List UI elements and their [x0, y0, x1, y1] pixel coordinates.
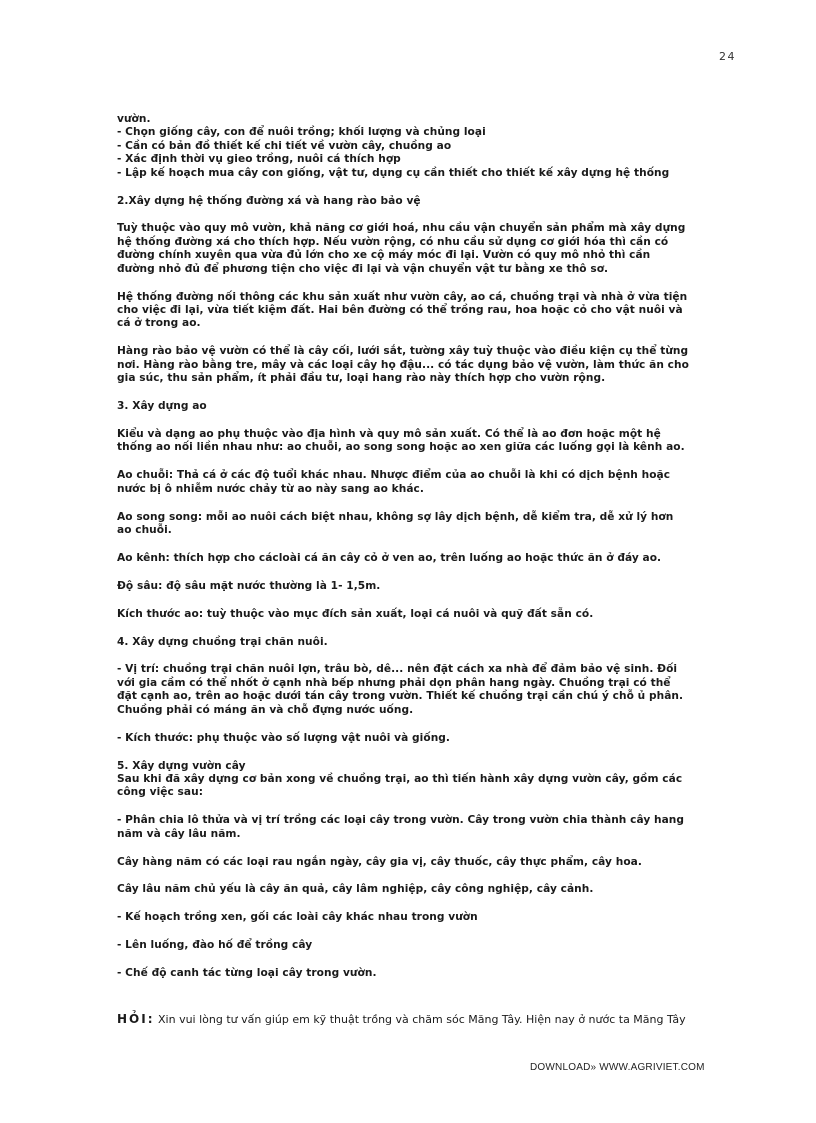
- paragraph: [117, 939, 747, 952]
- text-line: vườn.: [117, 113, 151, 125]
- text-line: thống ao nối liền nhau như: ao chuỗi, ao song song hoặc ao xen giữa các luống gọi là kênh ao.: [117, 441, 685, 454]
- paragraph: [117, 222, 747, 276]
- text-line: Sau khi đã xây dựng cơ bản xong về chuồng trại, ao thì tiến hành xây dựng vườn cây, gồm các: [117, 772, 683, 785]
- text-line: - Chế độ canh tác từng loại cây trong vườn.: [117, 967, 377, 980]
- paragraph: [117, 469, 747, 496]
- paragraph: [117, 580, 747, 593]
- text-line: Kích thước ao: tuỳ thuộc vào mục đích sản xuất, loại cá nuôi và quỹ đất sẵn có.: [117, 607, 594, 620]
- text-line: Hệ thống đường nối thông các khu sản xuất như vườn cây, ao cá, chuồng trại và nhà ở vừa tiện: [117, 290, 688, 303]
- text-line: với gia cầm có thể nhốt ở cạnh nhà bếp nhưng phải dọn phân hang ngày. Chuồng trại có thể: [117, 676, 671, 689]
- paragraph: [117, 608, 747, 621]
- text-line: hệ thống đường xá cho thích hợp. Nếu vườn rộng, có nhu cầu sử dụng cơ giới hóa thì cần có: [117, 235, 669, 248]
- text-line: - Lập kế hoạch mua cây con giống, vật tư, dụng cụ cần thiết cho thiết kế xây dựng hệ thống: [117, 166, 670, 179]
- text-line: gia súc, thu sản phẩm, ít phải đầu tư, loại hang rào này thích hợp cho vườn rộng.: [117, 372, 606, 385]
- text-line: nơi. Hàng rào bằng tre, mây và các loại cây họ đậu... có tác dụng bảo vệ vườn, làm thức ăn cho: [117, 358, 689, 371]
- text-line: Cây hàng năm có các loại rau ngắn ngày, cây gia vị, cây thuốc, cây thực phẩm, cây hoa.: [117, 855, 642, 868]
- text-line: - Kế hoạch trồng xen, gối các loài cây khác nhau trong vườn: [117, 911, 478, 924]
- text-line: Cây lâu năm chủ yếu là cây ăn quả, cây lâm nghiệp, cây công nghiệp, cây cảnh.: [117, 883, 594, 896]
- text-line: đường nhỏ đủ để phương tiện cho việc đi lại và vận chuyển vật tư bằng xe thô sơ.: [117, 262, 609, 275]
- text-line: - Xác định thời vụ gieo trồng, nuôi cá thích hợp: [117, 153, 401, 166]
- text-line: - Kích thước: phụ thuộc vào số lượng vật nuôi và giống.: [117, 731, 450, 744]
- text-line: nước bị ô nhiễm nước chảy từ ao này sang ao khác.: [117, 482, 424, 495]
- text-line: - Lên luống, đào hố để trồng cây: [117, 939, 313, 952]
- question-label: HỎI:: [117, 1012, 155, 1026]
- text-line: - Phân chia lô thửa và vị trí trồng các loại cây trong vườn. Cây trong vườn chia thành cây hang: [117, 814, 685, 827]
- text-line: Ao song song: mỗi ao nuôi cách biệt nhau, không sợ lây dịch bệnh, dễ kiểm tra, dễ xử lý hơn: [117, 510, 674, 523]
- text-line: - Cần có bản đồ thiết kế chi tiết về vườn cây, chuồng ao: [117, 139, 452, 152]
- text-line: Tuỳ thuộc vào quy mô vườn, khả năng cơ giới hoá, nhu cầu vận chuyển sản phẩm mà xây dựng: [117, 222, 686, 235]
- text-line: năm và cây lâu năm.: [117, 827, 241, 840]
- text-line: Kiểu và dạng ao phụ thuộc vào địa hình và quy mô sản xuất. Có thể là ao đơn hoặc một hệ: [117, 427, 661, 440]
- paragraph: [117, 195, 747, 208]
- text-line: 3. Xây dựng ao: [117, 400, 207, 412]
- text-line: 4. Xây dựng chuồng trại chăn nuôi.: [117, 635, 328, 648]
- text-line: công việc sau:: [117, 786, 203, 799]
- page-number: 24: [719, 50, 736, 63]
- download-footer-link[interactable]: DOWNLOAD» WWW.AGRIVIET.COM: [530, 1062, 705, 1073]
- question-text: Xin vui lòng tư vấn giúp em kỹ thuật trồng và chăm sóc Măng Tây. Hiện nay ở nước ta Măng Tây: [158, 1013, 686, 1026]
- paragraph: [117, 345, 747, 385]
- paragraph: [117, 760, 747, 800]
- text-line: 2.Xây dựng hệ thống đường xá và hang rào bảo vệ: [117, 194, 421, 207]
- text-line: - Vị trí: chuồng trại chăn nuôi lợn, trâu bò, dê... nên đặt cách xa nhà để đảm bảo vệ sinh. Đối: [117, 663, 678, 676]
- paragraph: [117, 911, 747, 924]
- text-line: - Chọn giống cây, con để nuôi trồng; khối lượng và chủng loại: [117, 126, 486, 139]
- text-line: đường chính xuyên qua vừa đủ lớn cho xe cộ máy móc đi lại. Vườn có quy mô nhỏ thì cần: [117, 249, 651, 262]
- paragraph: [117, 113, 747, 180]
- paragraph: [117, 732, 747, 745]
- paragraph: [117, 428, 747, 455]
- text-line: Hàng rào bảo vệ vườn có thể là cây cối, lưới sắt, tường xây tuỳ thuộc vào điều kiện cụ thể từng: [117, 345, 689, 358]
- text-line: Ao kênh: thích hợp cho cácloài cá ăn cây cỏ ở ven ao, trên luống ao hoặc thức ăn ở đáy ao.: [117, 551, 662, 564]
- text-line: 5. Xây dựng vườn cây: [117, 759, 246, 772]
- paragraph: [117, 883, 747, 896]
- text-line: ao chuỗi.: [117, 523, 172, 536]
- paragraph: [117, 400, 747, 413]
- text-line: Ao chuỗi: Thả cá ở các độ tuổi khác nhau. Nhược điểm của ao chuỗi là khi có dịch bệnh hoặc: [117, 469, 671, 482]
- paragraph: [117, 663, 747, 717]
- text-line: đặt cạnh ao, trên ao hoặc dưới tán cây trong vườn. Thiết kế chuồng trại cần chú ý chỗ ủ phân.: [117, 690, 684, 703]
- paragraph: [117, 552, 747, 565]
- text-line: cá ở trong ao.: [117, 317, 201, 330]
- text-line: Độ sâu: độ sâu mặt nước thường là 1- 1,5m.: [117, 579, 381, 592]
- paragraph: [117, 814, 747, 841]
- paragraph: [117, 291, 747, 331]
- paragraph: [117, 511, 747, 538]
- question-block: [117, 1012, 757, 1027]
- paragraph: [117, 967, 747, 980]
- document-body: [117, 113, 747, 995]
- text-line: Chuồng phải có máng ăn và chỗ đựng nước uống.: [117, 703, 414, 716]
- text-line: cho việc đi lại, vừa tiết kiệm đất. Hai bên đường có thể trồng rau, hoa hoặc cỏ cho vật nuôi và: [117, 303, 683, 316]
- paragraph: [117, 636, 747, 649]
- paragraph: [117, 856, 747, 869]
